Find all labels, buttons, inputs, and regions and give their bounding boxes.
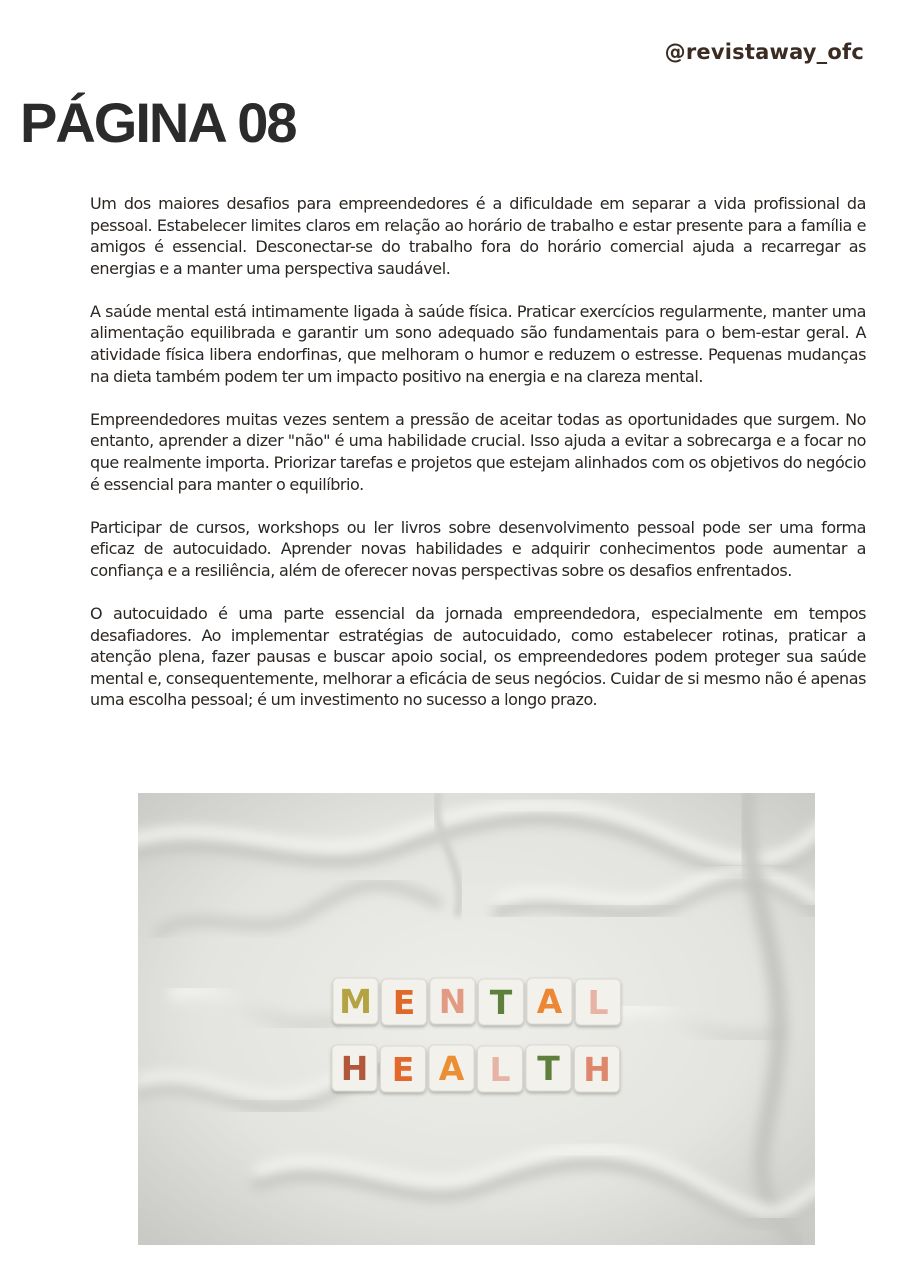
letter-tile <box>430 978 475 1024</box>
tile-letter: T <box>489 983 513 1022</box>
letter-tile <box>575 1046 620 1092</box>
photo-canvas <box>138 793 815 1245</box>
letter-tile <box>381 1046 426 1092</box>
page-title: PÁGINA 08 <box>20 91 296 154</box>
social-handle: @revistaway_ofc <box>664 40 864 64</box>
letter-tile <box>332 1045 377 1091</box>
article-paragraph: O autocuidado é uma parte essencial da jornada empreendedora, especialmente em tempos desafiadores. Ao implementar estratégias de autocuidado, como estabelecer rotinas, praticar a atenção plena, fazer pausas e buscar apoio social, os empreendedores podem proteger sua saúde mental e, consequentemente, melhorar a eficácia de seus negócios. Cuidar de si mesmo não é apenas uma escolha pessoal; é um investimento no sucesso a longo prazo. <box>90 603 866 710</box>
letter-tile <box>527 978 572 1024</box>
tile-letter: H <box>583 1050 611 1089</box>
tile-letter: H <box>340 1049 369 1088</box>
letter-tile <box>429 1045 474 1091</box>
tile-letter: N <box>438 982 467 1021</box>
letter-tile <box>479 979 524 1025</box>
letter-tile <box>576 979 621 1025</box>
letter-tile <box>382 979 427 1025</box>
tile-letter: L <box>587 983 609 1022</box>
article-body <box>90 193 866 732</box>
tile-letter: A <box>438 1049 465 1088</box>
tile-letter: E <box>392 983 416 1022</box>
tile-letter: T <box>537 1049 560 1088</box>
tile-letter: A <box>536 982 563 1021</box>
article-paragraph: A saúde mental está intimamente ligada à saúde física. Praticar exercícios regularmente, manter uma alimentação equilibrada e garantir um sono adequado são fundamentais para o bem-estar geral. A atividade física libera endorfinas, que melhoram o humor e reduzem o estresse. Pequenas mudanças na dieta também podem ter um impacto positivo na energia e na clareza mental. <box>90 301 866 386</box>
letter-tile <box>526 1045 571 1091</box>
letter-tile <box>333 978 378 1024</box>
article-paragraph: Participar de cursos, workshops ou ler livros sobre desenvolvimento pessoal pode ser uma forma eficaz de autocuidado. Aprender novas habilidades e adquirir conhecimentos pode aumentar a confiança e a resiliência, além de oferecer novas perspectivas sobre os desafios enfrentados. <box>90 517 866 580</box>
mental-health-photo <box>138 793 815 1245</box>
tile-letter: M <box>339 982 372 1021</box>
article-paragraph: Um dos maiores desafios para empreendedores é a dificuldade em separar a vida profissional da pessoal. Estabelecer limites claros em relação ao horário de trabalho e estar presente para a família e amigos é essencial. Desconectar-se do trabalho fora do horário comercial ajuda a recarregar as energias e a manter uma perspectiva saudável. <box>90 194 866 278</box>
tile-letter: E <box>391 1050 415 1089</box>
letter-tile <box>478 1046 523 1092</box>
article-paragraph: Empreendedores muitas vezes sentem a pressão de aceitar todas as oportunidades que surgem. No entanto, aprender a dizer "não" é uma habilidade crucial. Isso ajuda a evitar a sobrecarga e a focar no que realmente importa. Priorizar tarefas e projetos que estejam alinhados com os objetivos do negócio é essencial para manter o equilíbrio. <box>90 409 866 494</box>
tile-letter: L <box>489 1050 511 1089</box>
